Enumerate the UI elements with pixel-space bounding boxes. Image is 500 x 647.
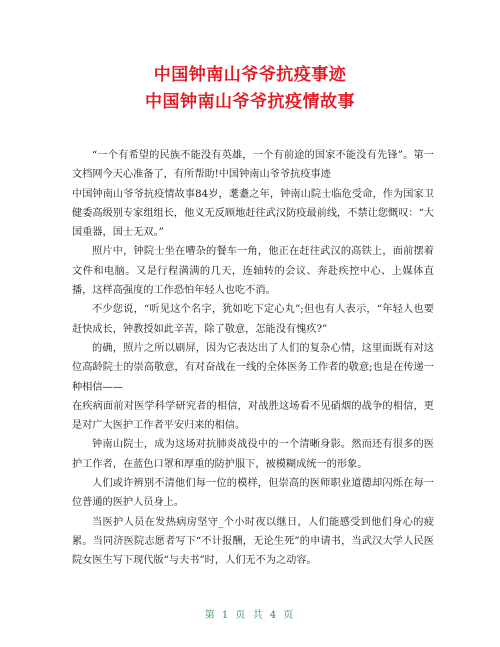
document-body: [72, 146, 434, 571]
paragraph: 人们或许辨别不清他们每一位的模样，但崇高的医师职业道德却闪烁在每一位普通的医护人员身上。: [72, 478, 434, 509]
paragraph: 钟南山院士，成为这场对抗肺炎战役中的一个清晰身影。然而还有很多的医护工作者，在蓝色口罩和厚重的防护服下，被模糊成统一的形象。: [72, 439, 434, 470]
paragraph: 照片中，钟院士坐在嘈杂的餐车一角，他正在赶往武汉的高铁上，面前摆着文件和电脑。又是行程满满的几天，连轴转的会议、奔赴疾控中心、上媒体直播，这样高强度的工作恐怕年轻人也吃不消。: [72, 246, 434, 297]
page-number-footer: 第 1 页 共 4 页: [204, 610, 296, 621]
paragraph: 的确，照片之所以刷屏，因为它表达出了人们的复杂心情，这里面既有对这位高龄院士的崇高敬意，有对奋战在一线的全体医务工作者的敬意;也是在传递一种相信——: [72, 342, 434, 393]
paragraph: 当医护人员在发热病房坚守_个小时夜以继日，人们能感受到他们身心的疲累。当同济医院志愿者写下“不计报酬，无论生死”的申请书，当武汉大学人民医院女医生写下现代版“与夫书”时，人们无不为之动容。: [72, 516, 434, 567]
page-title: 中国钟南山爷爷抗疫事迹: [153, 65, 347, 85]
paragraph: 在疾病面前对医学科学研究者的相信，对战胜这场看不见硝烟的战争的相信，更是对广大医护工作者平安归来的相信。: [72, 400, 434, 432]
paragraph: “一个有希望的民族不能没有英雄，一个有前途的国家不能没有先锋”。第一文档网今天心准备了，有所帮助!中国钟南山爷爷抗疫事迹: [72, 150, 434, 181]
paragraph: 不少您说，“听见这个名字，犹如吃下定心丸”;但也有人表示，“年轻人也要赶快成长，钟教授如此辛苦，除了敬意，怎能没有愧疚?”: [72, 304, 434, 335]
page-subtitle: 中国钟南山爷爷抗疫情故事: [145, 92, 355, 112]
title-block: [0, 62, 500, 116]
paragraph: 中国钟南山爷爷抗疫情故事84岁，耄耋之年，钟南山院士临危受命，作为国家卫健委高级别专家组组长，他义无反顾地赶往武汉防疫最前线，不禁让您慨叹：“大国重器，国士无双。”: [72, 188, 434, 239]
